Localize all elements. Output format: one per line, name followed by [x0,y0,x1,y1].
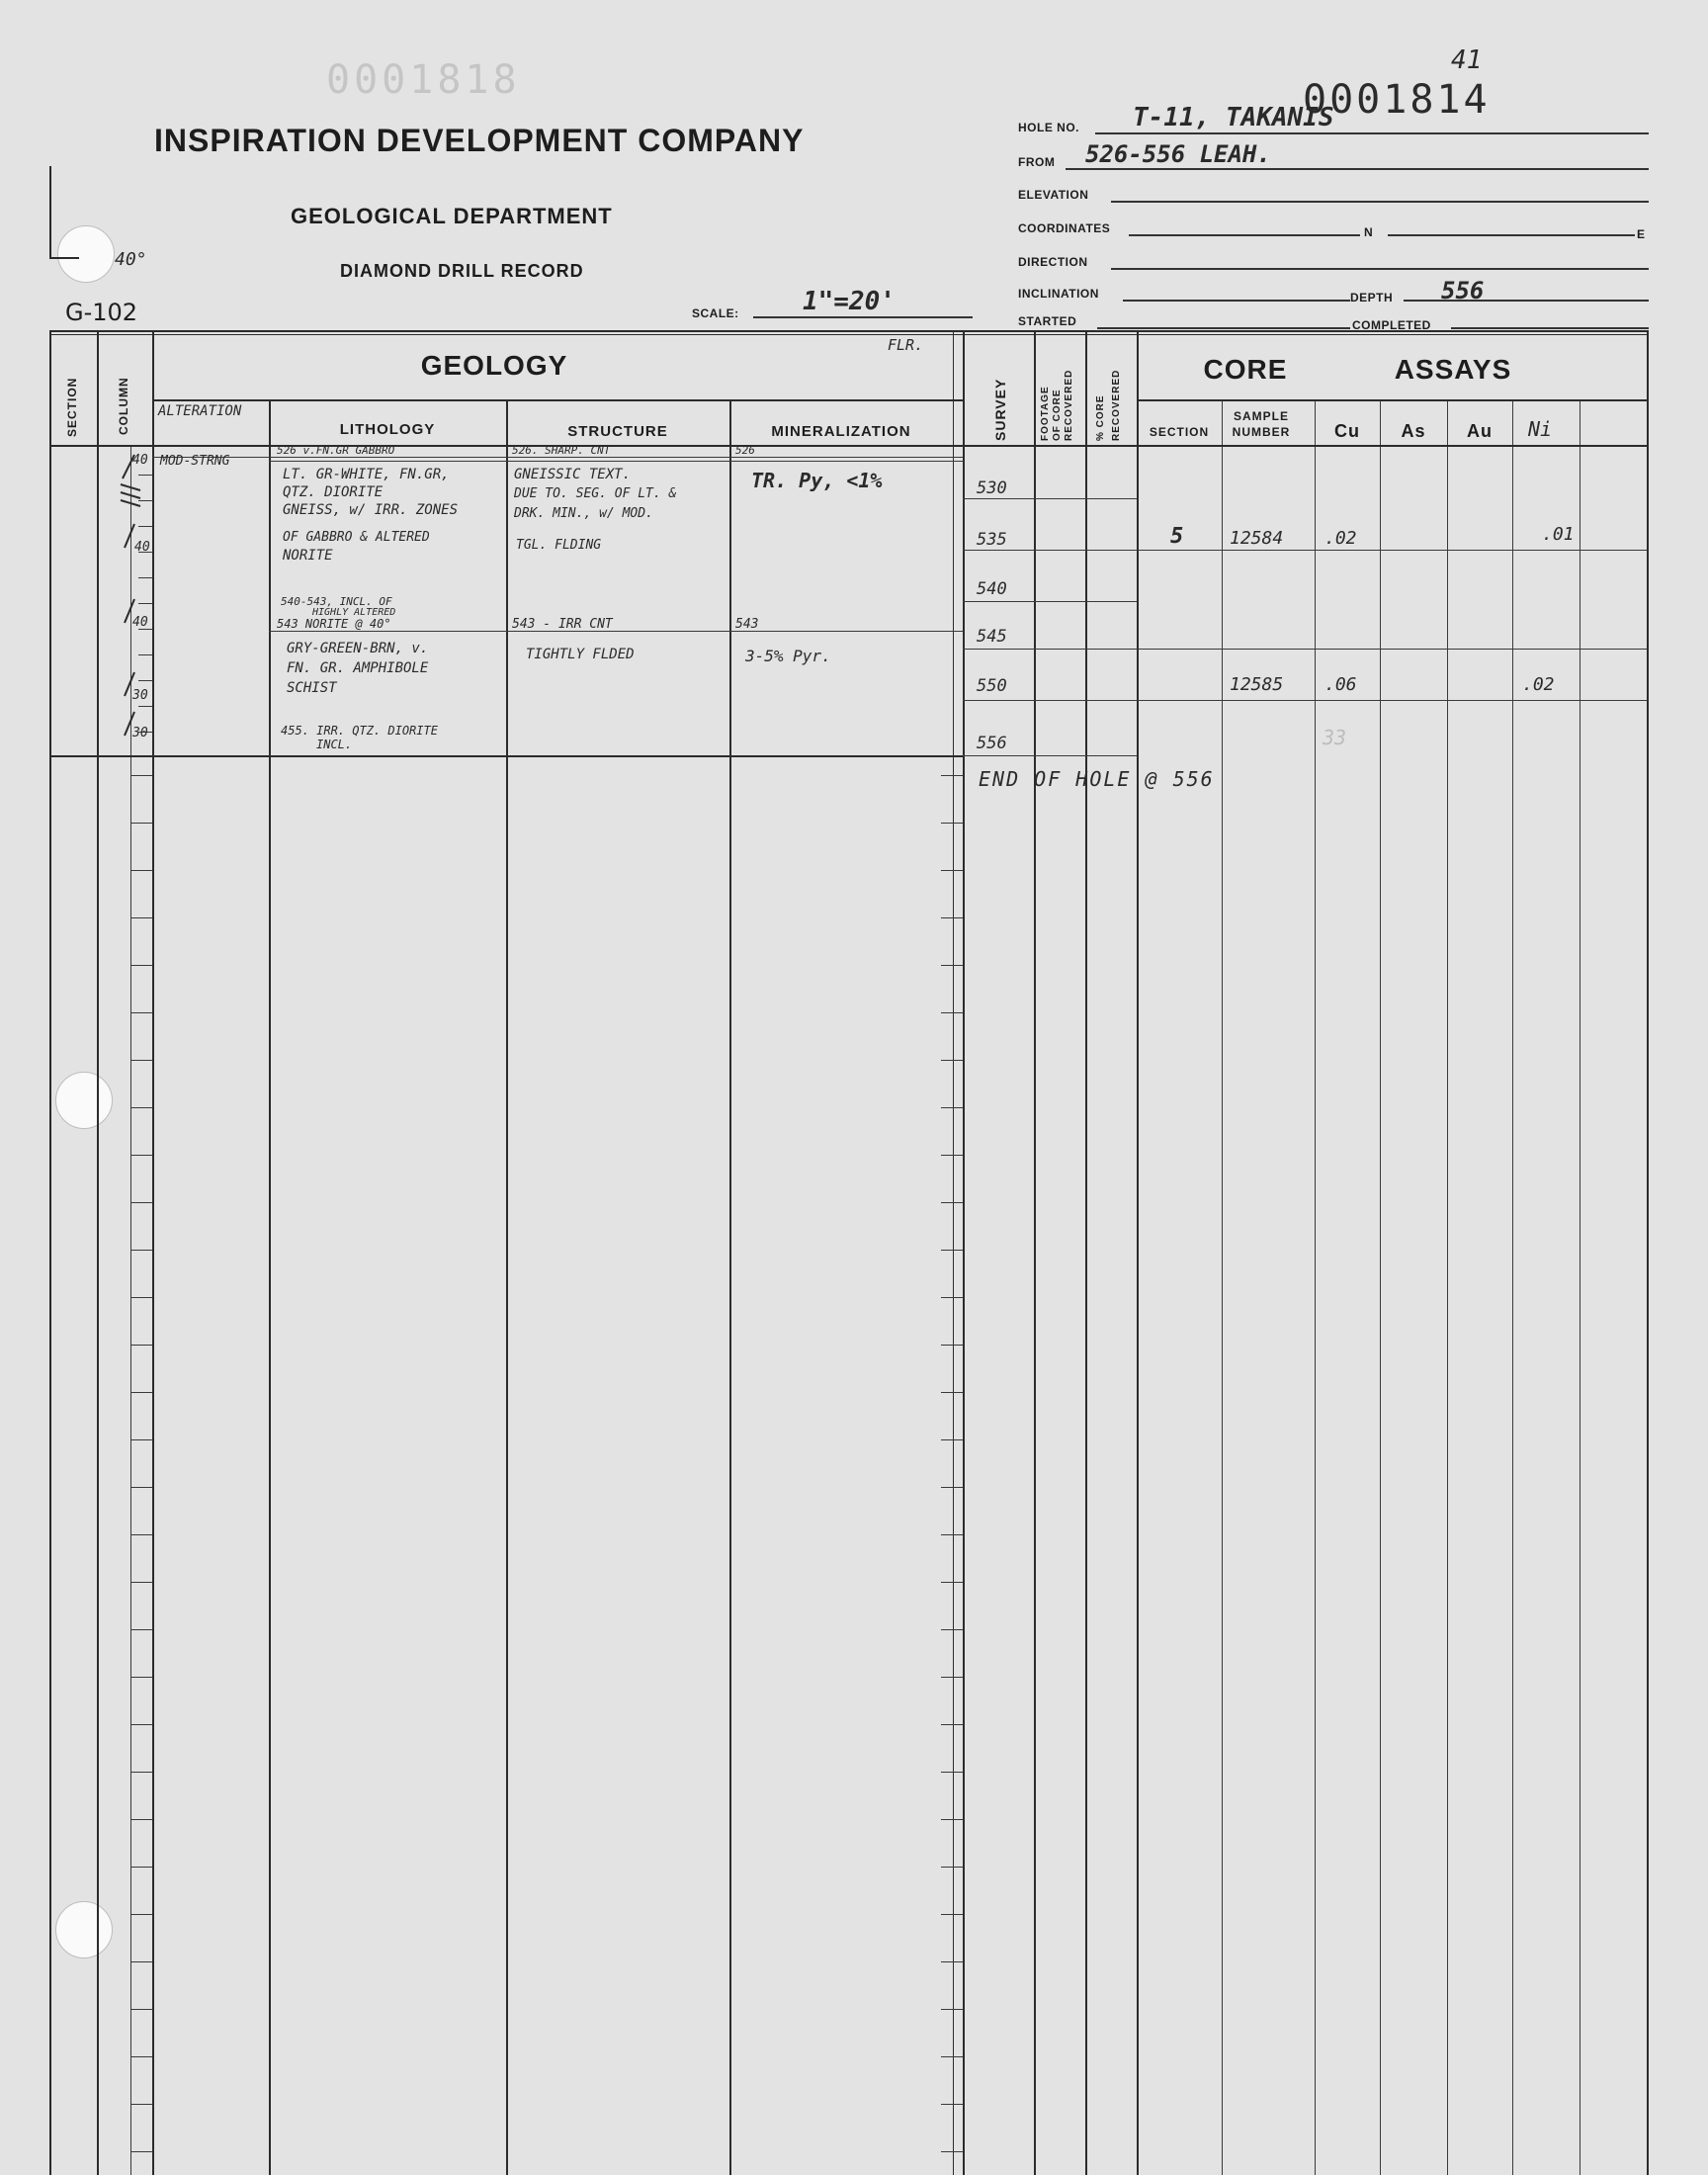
survey-depth-530: 530 [977,478,1007,498]
survey-tick [941,1202,963,1203]
survey-depth-545: 545 [977,627,1007,647]
survey-535-line [963,550,1647,551]
footage-header-1: FOOTAGE [1040,386,1051,441]
survey-tick [941,1629,963,1630]
column-tick [130,1961,152,1962]
entries-end-line [49,755,963,757]
column-tick [130,823,152,824]
inclination-label: INCLINATION [1018,287,1099,301]
survey-depth-556: 556 [977,734,1007,753]
lithology-note-2: HIGHLY ALTERED [312,607,396,618]
assays-header: ASSAYS [1394,354,1512,385]
column-tick [130,1012,152,1013]
coordinates-e-label: E [1637,227,1646,241]
lithology-main-1: LT. GR-WHITE, FN.GR, [283,467,450,482]
column-dip-3: 40 [132,615,148,630]
sample-number-header-2: NUMBER [1232,425,1291,439]
column-tick [130,2151,152,2152]
lithology-note-3: 543 NORITE @ 40° [277,617,391,631]
lithology-note-1: 540-543, INCL. OF [281,595,392,608]
survey-tick [941,965,963,966]
survey-tick [941,1250,963,1251]
footage-header-2: OF CORE [1052,389,1063,441]
assays-subheader-line [1137,399,1647,401]
from-label: FROM [1018,155,1056,169]
flr-note: FLR. [888,336,924,354]
sample-number-divider [1315,399,1316,2175]
pct-core-header-1: % CORE [1095,394,1106,441]
survey-header: SURVEY [992,378,1008,441]
core-assays-divider [1137,330,1139,2175]
coordinates-n-line [1129,234,1360,236]
lithology-bottom-2: INCL. [316,738,353,751]
survey-depth-540: 540 [977,579,1007,599]
survey-556-line [963,755,1137,756]
from-value: 526-556 LEAH. [1085,140,1271,168]
survey-tick [941,1582,963,1583]
survey-tick [941,1155,963,1156]
survey-530-line [963,498,1137,499]
corner-bracket [49,166,51,257]
binder-hole-top [57,225,115,283]
end-of-hole-note: END OF HOLE @ 556 [979,767,1215,791]
column-tick [130,1867,152,1868]
survey-tick [941,1012,963,1013]
pct-core-header-2: RECOVERED [1111,369,1122,441]
alteration-entry: MOD-STRNG [160,454,230,469]
as-divider [1447,399,1448,2175]
mineralization-top-entry: 526 [735,444,755,457]
column-tick [130,965,152,966]
faint-number: 0001818 [326,57,521,103]
alteration-header: ALTERATION [158,403,242,419]
mineralization-main-entry: TR. Py, <1% [751,469,883,492]
survey-tick [941,1867,963,1868]
table-top-border-2 [49,334,1647,335]
survey-tick [941,2151,963,2152]
binder-hole-bottom [55,1901,113,1958]
started-label: STARTED [1018,314,1077,328]
footage-header-3: RECOVERED [1064,369,1074,441]
column-tick [130,1534,152,1535]
survey-tick [941,1345,963,1346]
column-tick [130,1297,152,1298]
direction-label: DIRECTION [1018,255,1088,269]
alteration-divider [269,399,271,2175]
hole-no-label: HOLE NO. [1018,121,1080,134]
form-number: G-102 [65,299,138,326]
survey-545-line [963,649,1647,650]
survey-depth-535: 535 [977,530,1007,550]
cu-header: Cu [1334,421,1360,441]
lithology-bottom-1: 455. IRR. QTZ. DIORITE [281,724,438,738]
structure-main-4: TGL. FLDING [516,538,602,553]
scale-line [753,316,973,318]
survey-550-line [963,700,1647,701]
column-tick [130,1155,152,1156]
hole-no-value: T-11, TAKANIS [1133,103,1334,132]
structure-main-1: GNEISSIC TEXT. [514,467,632,482]
lithology-lower-1: GRY-GREEN-BRN, v. [287,641,429,656]
survey-tick [941,1914,963,1915]
coordinates-e-line [1388,234,1635,236]
section-divider [97,330,99,2175]
binder-hole-middle [55,1072,113,1129]
geology-subheader-line [152,399,963,401]
column-tick [130,1724,152,1725]
survey-tick [941,2009,963,2010]
column-tick [130,1250,152,1251]
column-dip-1: 40 [132,453,148,468]
geology-header: GEOLOGY [420,350,568,381]
survey-tick [941,1439,963,1440]
survey-tick [941,1724,963,1725]
column-tick [130,1439,152,1440]
elevation-label: ELEVATION [1018,188,1089,202]
survey-tick [941,1297,963,1298]
assay-2-cu: .06 [1324,674,1357,695]
table-right-border [1647,330,1649,2175]
column-tick [130,1914,152,1915]
assay-section-header: SECTION [1149,425,1210,439]
faint-mark: 33 [1323,726,1347,749]
survey-tick [941,1677,963,1678]
pct-core-divider [1085,330,1087,2175]
structure-main-2: DUE TO. SEG. OF LT. & [514,486,677,501]
lithology-main-5: NORITE [283,548,333,564]
started-line [1097,327,1350,329]
table-top-border [49,330,1647,332]
from-line [1066,168,1649,170]
hole-no-line [1095,132,1649,134]
column-divider [152,330,154,2175]
structure-543-entry: 543 - IRR CNT [512,617,613,632]
survey-tick [941,2104,963,2105]
scale-label: SCALE: [692,306,739,320]
row-526-line-2 [269,461,963,462]
survey-tick [941,870,963,871]
column-tick [130,1345,152,1346]
mineralization-divider [963,330,965,2175]
column-dip-4: 30 [132,688,148,703]
sample-number-header-1: SAMPLE [1233,409,1289,423]
coordinates-label: COORDINATES [1018,221,1111,235]
lithology-header: LITHOLOGY [339,421,436,438]
survey-tick [941,2056,963,2057]
column-tick [130,1487,152,1488]
survey-tick [941,1060,963,1061]
column-tick [130,775,152,776]
scale-value: 1"=20' [803,287,896,316]
ni-header: Ni [1528,417,1553,441]
column-tick [130,2104,152,2105]
column-dip-5: 30 [132,726,148,740]
structure-header: STRUCTURE [567,423,668,440]
au-header: Au [1467,421,1493,441]
column-header: COLUMN [117,377,130,435]
lithology-lower-2: FN. GR. AMPHIBOLE [287,660,429,676]
corner-mark: 40° [115,249,147,270]
survey-tick [941,917,963,918]
assay-section-divider [1222,399,1223,2175]
column-tick [130,1107,152,1108]
column-dip-2: 40 [134,540,150,555]
cu-divider [1380,399,1381,2175]
survey-tick [941,1819,963,1820]
survey-divider [953,330,954,2175]
lithology-divider [506,399,508,2175]
mineralization-lower-entry: 3-5% Pyr. [745,647,831,665]
column-tick [130,1677,152,1678]
column-tick [130,1202,152,1203]
column-tick [130,917,152,918]
page-mark: 41 [1451,45,1483,75]
core-header: CORE [1203,354,1288,385]
table-left-border [49,330,51,2175]
survey-tick [941,1392,963,1393]
assay-2-ni: .02 [1522,674,1555,695]
assay-1-section: 5 [1170,524,1184,549]
column-hatch-marks [111,445,150,741]
doc-number: 0001814 [1303,77,1491,123]
completed-line [1451,327,1649,329]
structure-lower-entry: TIGHTLY FLDED [526,647,635,662]
survey-depth-550: 550 [977,676,1007,696]
structure-main-3: DRK. MIN., w/ MOD. [514,506,653,521]
depth-value: 556 [1441,277,1485,304]
assay-1-sample: 12584 [1230,528,1284,549]
mineralization-543-entry: 543 [735,617,759,632]
column-tick [130,870,152,871]
structure-divider [729,399,731,2175]
lithology-lower-3: SCHIST [287,680,337,696]
mineralization-header: MINERALIZATION [771,423,911,440]
survey-tick [941,1487,963,1488]
column-tick [130,1819,152,1820]
column-tick [130,1629,152,1630]
footage-divider [1034,330,1036,2175]
completed-label: COMPLETED [1352,318,1431,332]
depth-label: DEPTH [1350,291,1394,304]
column-tick [130,1772,152,1773]
structure-top-entry: 526. SHARP. CNT [512,444,611,457]
column-tick [130,1060,152,1061]
column-tick [130,2056,152,2057]
corner-bracket-foot [49,257,79,259]
company-name: INSPIRATION DEVELOPMENT COMPANY [154,123,805,158]
column-tick [130,2009,152,2010]
column-tick [130,1392,152,1393]
row-526-line [152,457,963,458]
lithology-main-2: QTZ. DIORITE [283,484,384,500]
section-header: SECTION [65,377,79,437]
assay-1-ni: .01 [1542,524,1575,545]
row-543-line [269,631,963,632]
department-name: GEOLOGICAL DEPARTMENT [291,204,613,228]
survey-tick [941,1534,963,1535]
survey-tick [941,823,963,824]
survey-tick [941,1772,963,1773]
au-divider [1512,399,1513,2175]
assay-2-sample: 12585 [1230,674,1284,695]
lithology-top-entry: 526 v.FN.GR GABBRO [277,444,395,457]
column-tick [130,1582,152,1583]
inclination-line [1123,300,1350,302]
as-header: As [1401,421,1426,441]
survey-tick [941,1961,963,1962]
coordinates-n-label: N [1364,225,1374,239]
lithology-main-4: OF GABBRO & ALTERED [283,530,430,545]
direction-line [1111,268,1649,270]
record-type: DIAMOND DRILL RECORD [340,261,584,281]
survey-tick [941,1107,963,1108]
elevation-line [1111,201,1649,203]
survey-540-line [963,601,1137,602]
survey-tick [941,775,963,776]
assay-1-cu: .02 [1324,528,1357,549]
lithology-main-3: GNEISS, w/ IRR. ZONES [283,502,459,518]
